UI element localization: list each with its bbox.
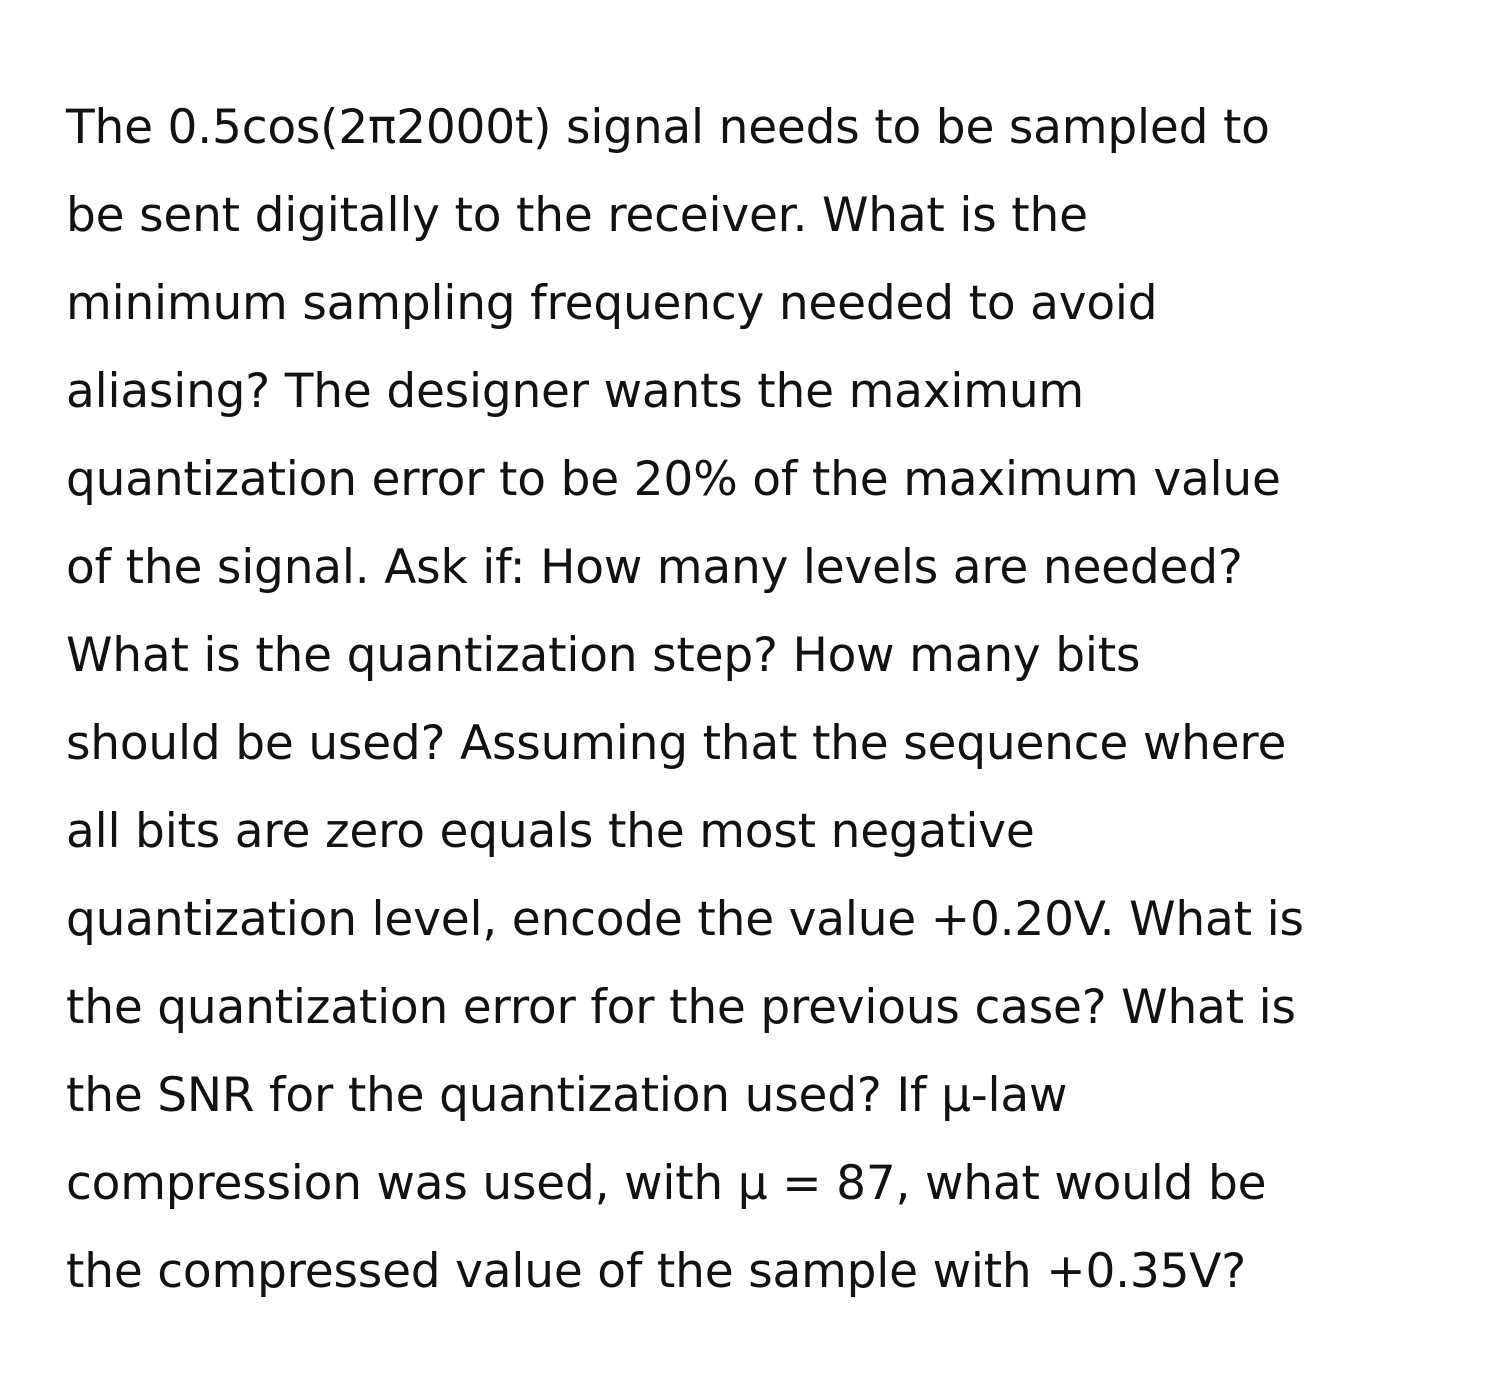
question-text (66, 84, 1304, 1316)
question-line: the SNR for the quantization used? If μ-law (66, 1068, 1068, 1123)
question-line: be sent digitally to the receiver. What is the (66, 188, 1088, 243)
question-line: The 0.5cos(2π2000t) signal needs to be sampled to (66, 100, 1270, 155)
question-line: compression was used, with μ = 87, what would be (66, 1156, 1267, 1211)
question-line: the compressed value of the sample with +0.35V? (66, 1244, 1246, 1299)
question-line: What is the quantization step? How many bits (66, 628, 1141, 683)
question-line: all bits are zero equals the most negative (66, 804, 1035, 859)
question-line: of the signal. Ask if: How many levels are needed? (66, 540, 1243, 595)
question-line: aliasing? The designer wants the maximum (66, 364, 1084, 419)
question-line: quantization error to be 20% of the maximum value (66, 452, 1281, 507)
question-line: should be used? Assuming that the sequence where (66, 716, 1287, 771)
question-line: minimum sampling frequency needed to avoid (66, 276, 1158, 331)
question-line: the quantization error for the previous case? What is (66, 980, 1296, 1035)
question-line: quantization level, encode the value +0.20V. What is (66, 892, 1304, 947)
